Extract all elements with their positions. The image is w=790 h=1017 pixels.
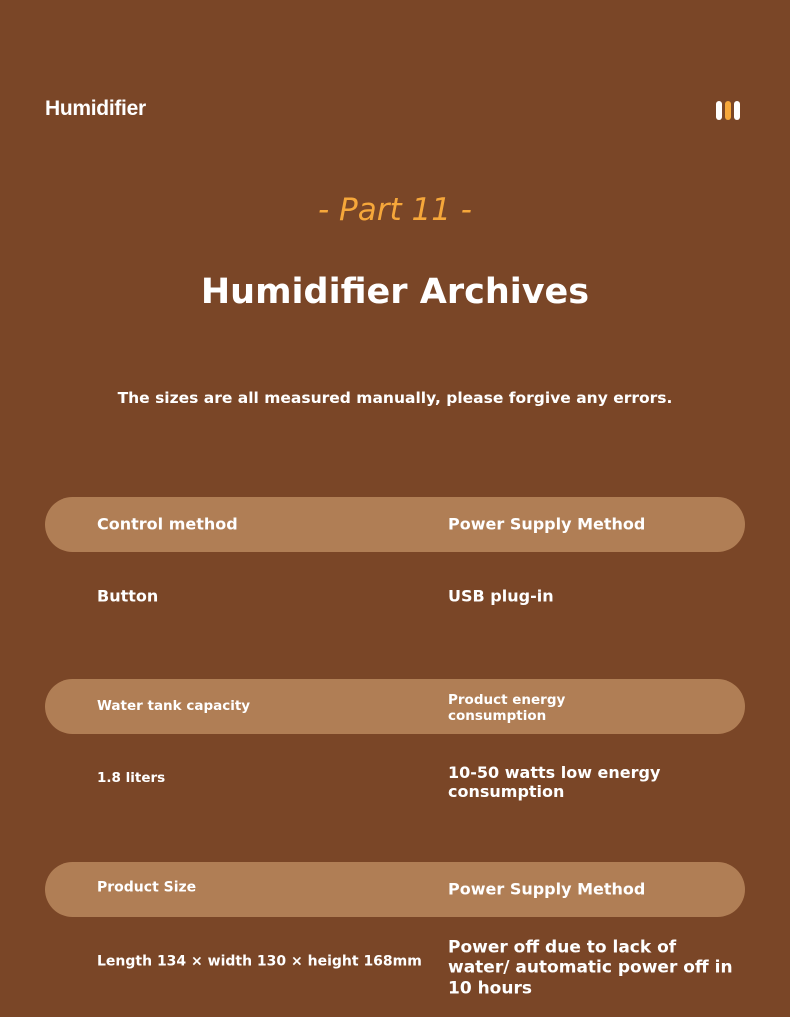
part-label: - Part 11 - <box>318 192 472 228</box>
spec-label-control-method: Control method <box>97 514 238 534</box>
bar-1 <box>716 101 722 120</box>
spec-value-product-size: Length 134 × width 130 × height 168mm <box>97 953 422 970</box>
spec-label-power-supply-2: Power Supply Method <box>448 879 646 899</box>
measurement-note: The sizes are all measured manually, please forgive any errors. <box>117 389 673 407</box>
spec-label-product-size: Product Size <box>97 879 197 896</box>
spec-value-water-tank: 1.8 liters <box>97 769 166 786</box>
spec-value-control-method: Button <box>97 586 159 606</box>
spec-value-energy: 10-50 watts low energy consumption <box>448 762 661 801</box>
bar-2 <box>725 101 731 120</box>
page-title: Humidifier Archives <box>200 272 590 312</box>
three-bars-icon <box>716 101 740 120</box>
spec-label-water-tank: Water tank capacity <box>97 697 251 714</box>
spec-label-power-supply: Power Supply Method <box>448 514 646 534</box>
spec-value-power-supply: USB plug-in <box>448 586 554 606</box>
bar-3 <box>734 101 740 120</box>
spec-value-power-off: Power off due to lack of water/ automatic power off in 10 hours <box>448 937 733 999</box>
brand-logo: Humidifier <box>45 97 146 120</box>
spec-label-energy: Product energy consumption <box>448 691 566 724</box>
